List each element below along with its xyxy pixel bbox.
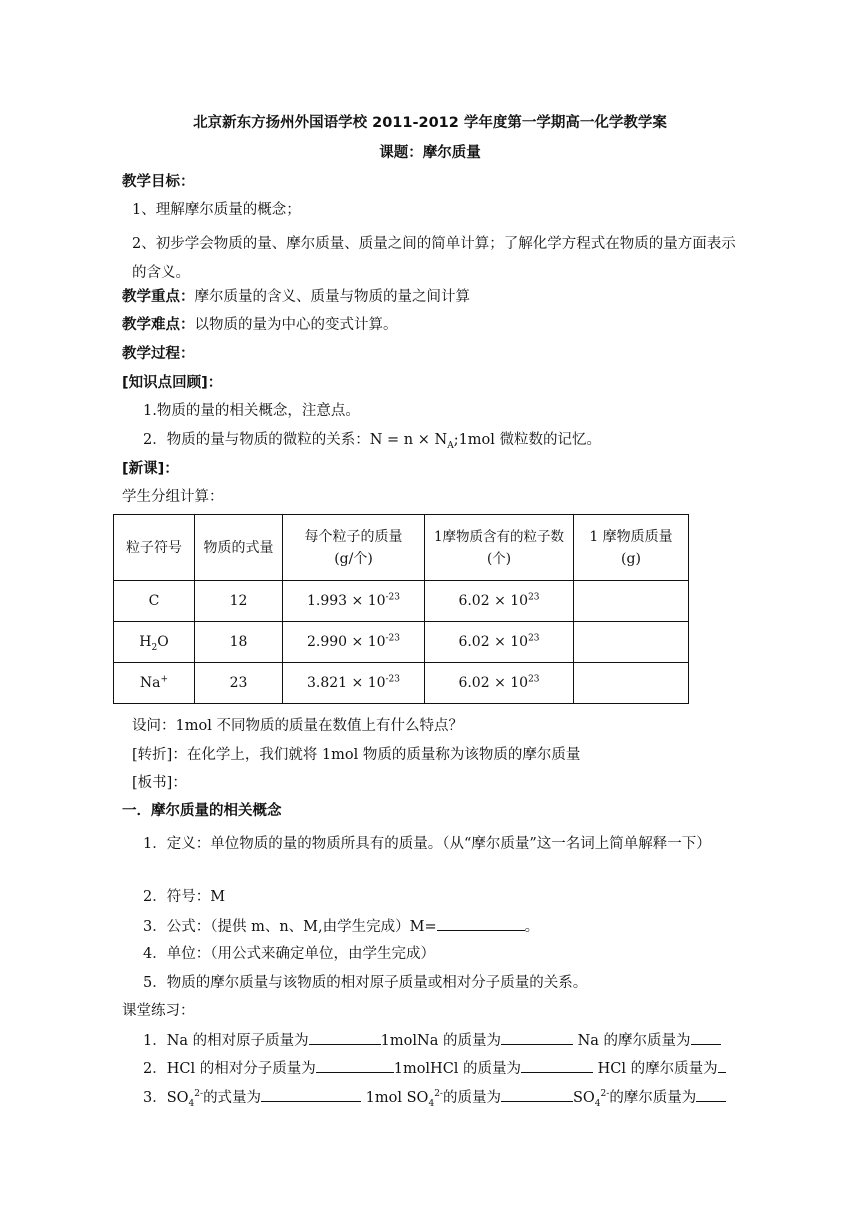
q3-text: 的质量为 xyxy=(442,1090,501,1106)
review-item-1: 1.物质的量的相关概念，注意点。 xyxy=(143,403,360,419)
subscript: 4 xyxy=(594,1098,601,1109)
exponent: 23 xyxy=(528,592,540,603)
cell-symbol xyxy=(114,581,195,622)
difficulty-label: 教学难点： xyxy=(122,317,195,333)
q1-blank-2[interactable] xyxy=(501,1030,573,1045)
header-particle-count xyxy=(425,515,574,581)
value-base: 3.821 × 10 xyxy=(306,675,386,691)
practice-q2 xyxy=(143,1058,759,1079)
relation-line: 5．物质的摩尔质量与该物质的相对原子质量或相对分子质量的关系。 xyxy=(143,975,588,991)
exponent: -23 xyxy=(385,674,401,685)
cell-particle-count xyxy=(425,622,574,663)
q3-blank-1[interactable] xyxy=(261,1087,361,1102)
practice-heading: 课堂练习： xyxy=(122,1003,195,1019)
value-base: 2.990 × 10 xyxy=(306,634,386,650)
q3-text: 的式量为 xyxy=(203,1090,262,1106)
superscript: + xyxy=(160,674,169,685)
subscript: A xyxy=(447,440,454,451)
q2-text: 1molHCl 的质量为 xyxy=(393,1061,522,1077)
subscript: 2 xyxy=(151,642,158,653)
definition: 1．定义：单位物质的量的物质所具有的质量。（从“摩尔质量”这一名词上简单解释一下） xyxy=(143,836,711,852)
symbol-text: C xyxy=(148,593,160,609)
formula-text: 3．公式：（提供 m、n、M,由学生完成）M= xyxy=(143,919,437,935)
cell-symbol xyxy=(114,622,195,663)
q3-text: 1mol SO xyxy=(361,1090,429,1106)
q2-blank-2[interactable] xyxy=(521,1058,593,1073)
header-line: 每个粒子的质量 xyxy=(304,528,403,545)
header-unit: (g/个) xyxy=(334,550,373,567)
practice-q1 xyxy=(143,1030,759,1051)
q2-blank-1[interactable] xyxy=(316,1058,394,1073)
key-point-label: 教学重点： xyxy=(122,289,195,305)
q2-text: 2．HCl 的相对分子质量为 xyxy=(143,1061,316,1077)
formula-blank[interactable] xyxy=(437,916,525,931)
q3-text: 3．SO xyxy=(143,1090,189,1106)
header-line: 1 摩物质质量 xyxy=(589,528,673,545)
value-base: 1.993 × 10 xyxy=(306,593,386,609)
table-row xyxy=(114,581,689,622)
unit-line: 4．单位：（用公式来确定单位，由学生完成） xyxy=(143,946,435,962)
q1-text: Na 的摩尔质量为 xyxy=(572,1033,691,1049)
symbol-text: Na xyxy=(139,675,161,691)
value-base: 6.02 × 10 xyxy=(458,634,529,650)
cell-particle-count xyxy=(425,663,574,704)
section-1-heading: 一．摩尔质量的相关概念 xyxy=(122,803,282,819)
cell-particle-mass xyxy=(283,581,425,622)
q1-text: 1．Na 的相对原子质量为 xyxy=(143,1033,309,1049)
question-line: 设问：1mol 不同物质的质量在数值上有什么特点？ xyxy=(132,718,463,734)
board-line: [板书]： xyxy=(132,775,187,791)
formula-line xyxy=(143,916,759,937)
objective-2: 2、初步学会物质的量、摩尔质量、质量之间的简单计算；了解化学方程式在物质的量方面表示的含义。 xyxy=(132,236,736,281)
table-row xyxy=(114,663,689,704)
practice-q3 xyxy=(143,1087,759,1108)
cell-formula-mass: 23 xyxy=(195,663,283,704)
header-line: 1摩物质含有的粒子数 xyxy=(433,528,565,545)
value-base: 6.02 × 10 xyxy=(458,593,529,609)
review-item-2-text: 2．物质的量与物质的微粒的关系：N = n × N xyxy=(143,432,448,448)
q1-text: 1molNa 的质量为 xyxy=(380,1033,501,1049)
cell-mol-mass[interactable] xyxy=(574,581,689,622)
superscript: 2- xyxy=(600,1089,610,1100)
superscript: 2- xyxy=(434,1089,443,1100)
key-point xyxy=(122,287,738,307)
process-heading: 教学过程： xyxy=(122,346,195,362)
cell-symbol xyxy=(114,663,195,704)
q2-blank-3[interactable] xyxy=(718,1058,726,1073)
symbol-text: O xyxy=(157,634,169,650)
q2-text: HCl 的摩尔质量为 xyxy=(593,1061,718,1077)
lesson-topic: 课题：摩尔质量 xyxy=(379,145,481,161)
exponent: -23 xyxy=(385,592,401,603)
header-symbol: 粒子符号 xyxy=(114,515,195,581)
cell-formula-mass: 12 xyxy=(195,581,283,622)
q3-blank-2[interactable] xyxy=(501,1087,573,1102)
cell-particle-count xyxy=(425,581,574,622)
header-formula-mass: 物质的式量 xyxy=(195,515,283,581)
formula-tail: 。 xyxy=(524,919,540,935)
key-point-text: 摩尔质量的含义、质量与物质的量之间计算 xyxy=(194,289,470,305)
subscript: 4 xyxy=(428,1098,435,1109)
cell-formula-mass: 18 xyxy=(195,622,283,663)
group-calc-intro: 学生分组计算： xyxy=(122,489,224,505)
difficulty-text: 以物质的量为中心的变式计算。 xyxy=(194,317,398,333)
review-item-2 xyxy=(143,430,759,450)
transition-line: [转折]：在化学上，我们就将 1mol 物质的质量称为该物质的摩尔质量 xyxy=(132,747,581,763)
document-title: 北京新东方扬州外国语学校 2011-2012 学年度第一学期高一化学教学案 xyxy=(193,115,667,131)
q3-blank-3[interactable] xyxy=(696,1087,726,1102)
particle-table xyxy=(113,514,689,704)
exponent: 23 xyxy=(528,633,540,644)
cell-particle-mass xyxy=(283,622,425,663)
q3-text: SO xyxy=(572,1090,595,1106)
cell-mol-mass[interactable] xyxy=(574,622,689,663)
value-base: 6.02 × 10 xyxy=(458,675,529,691)
exponent: -23 xyxy=(385,633,401,644)
table-row xyxy=(114,622,689,663)
symbol-line: 2．符号：M xyxy=(143,889,226,905)
objective-1: 1、理解摩尔质量的概念； xyxy=(132,202,301,218)
header-unit: (g) xyxy=(621,550,641,567)
q1-blank-3[interactable] xyxy=(691,1030,721,1045)
exponent: 23 xyxy=(528,674,540,685)
subscript: 4 xyxy=(188,1098,195,1109)
q3-text: 的摩尔质量为 xyxy=(609,1090,697,1106)
header-particle-mass xyxy=(283,515,425,581)
review-heading: [知识点回顾]： xyxy=(122,375,223,391)
symbol-text: H xyxy=(139,634,152,650)
table-header-row xyxy=(114,515,689,581)
header-unit: (个) xyxy=(486,550,512,567)
q1-blank-1[interactable] xyxy=(309,1030,381,1045)
header-mol-mass xyxy=(574,515,689,581)
objectives-heading: 教学目标： xyxy=(122,174,195,190)
new-lesson-heading: [新课]： xyxy=(122,461,179,477)
superscript: 2- xyxy=(194,1089,204,1100)
cell-particle-mass xyxy=(283,663,425,704)
cell-mol-mass[interactable] xyxy=(574,663,689,704)
review-item-2-tail: ;1mol 微粒数的记忆。 xyxy=(453,432,602,448)
difficulty xyxy=(122,315,738,335)
